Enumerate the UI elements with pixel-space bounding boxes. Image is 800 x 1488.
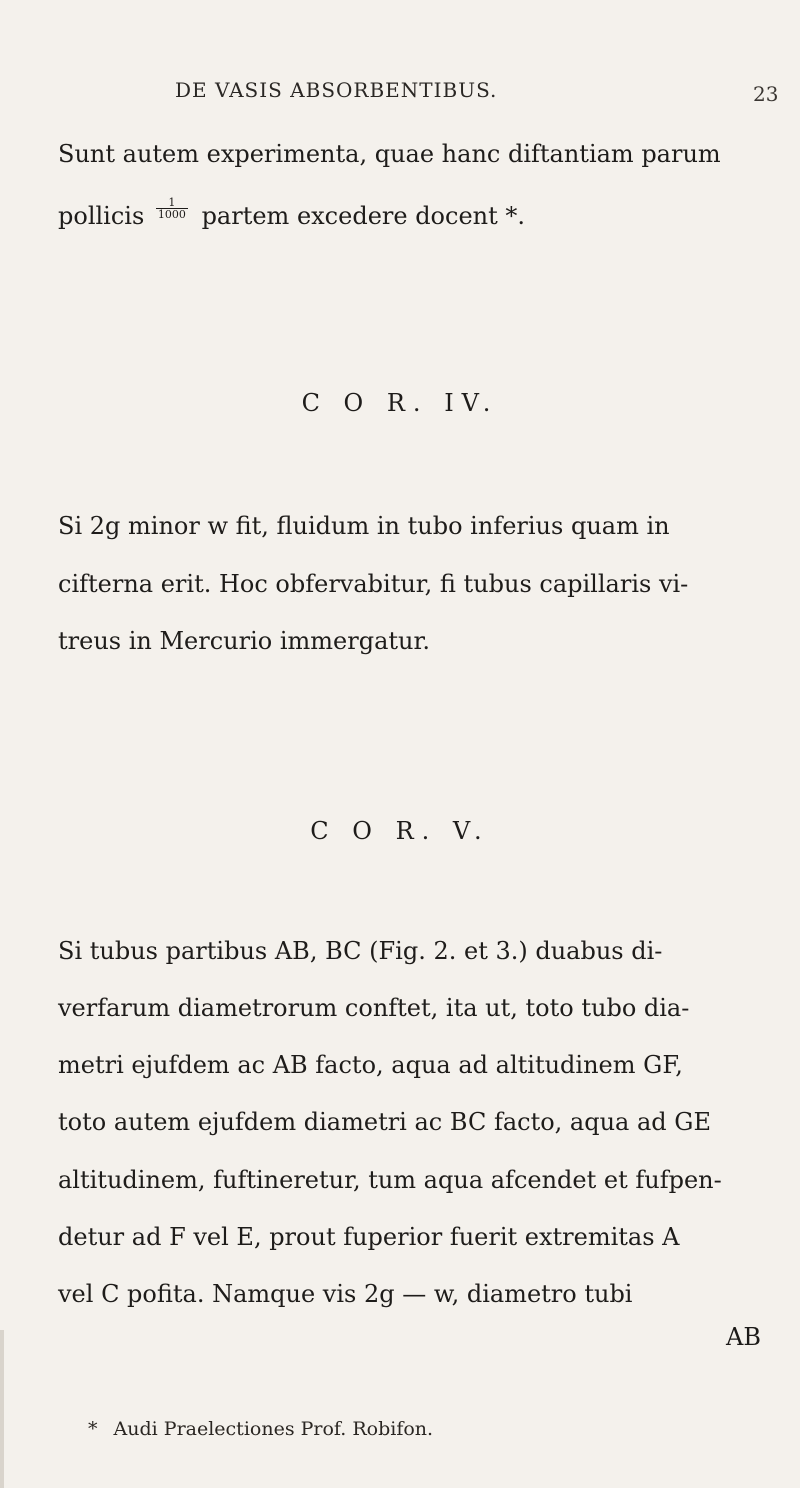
text-line: Si 2g minor w fit, fluidum in tubo inferius quam in — [58, 512, 670, 540]
footnote-text: Audi Praelectiones Prof. Robifon. — [113, 1418, 434, 1440]
page-number: 23 — [753, 82, 779, 106]
text-line: vel C pofita. Namque vis 2g — w, diametro tubi — [58, 1280, 633, 1308]
fraction-denominator: 1000 — [157, 208, 186, 221]
text-line: Si tubus partibus AB, BC (Fig. 2. et 3.) duabus di- — [58, 937, 663, 965]
footnote-mark: * — [88, 1418, 98, 1440]
text-line: Sunt autem experimenta, quae hanc diftantiam parum — [58, 140, 721, 168]
footnote — [88, 1418, 433, 1440]
text-fragment: pollicis — [58, 202, 145, 230]
page-edge-shadow — [0, 1330, 4, 1488]
section-heading-cor-v: C O R. V. — [310, 817, 490, 845]
text-line-with-fraction — [58, 197, 525, 230]
text-line: toto autem ejufdem diametri ac BC facto, aqua ad GE — [58, 1108, 711, 1136]
text-line: cifterna erit. Hoc obfervabitur, fi tubus capillaris vi- — [58, 570, 689, 598]
running-title: DE VASIS ABSORBENTIBUS. — [175, 78, 498, 102]
catchword: AB — [726, 1323, 761, 1351]
section-heading-cor-iv: C O R. IV. — [301, 389, 499, 417]
text-line: treus in Mercurio immergatur. — [58, 627, 430, 655]
text-line: detur ad F vel E, prout fuperior fuerit extremitas A — [58, 1223, 680, 1251]
text-line: metri ejufdem ac AB facto, aqua ad altitudinem GF, — [58, 1051, 683, 1079]
text-line: altitudinem, fuftineretur, tum aqua afcendet et fufpen- — [58, 1166, 722, 1194]
text-fragment: partem excedere docent *. — [201, 202, 526, 230]
fraction-numerator: 1 — [156, 197, 188, 209]
text-line: verfarum diametrorum conftet, ita ut, toto tubo dia- — [58, 994, 690, 1022]
fraction — [156, 197, 188, 220]
